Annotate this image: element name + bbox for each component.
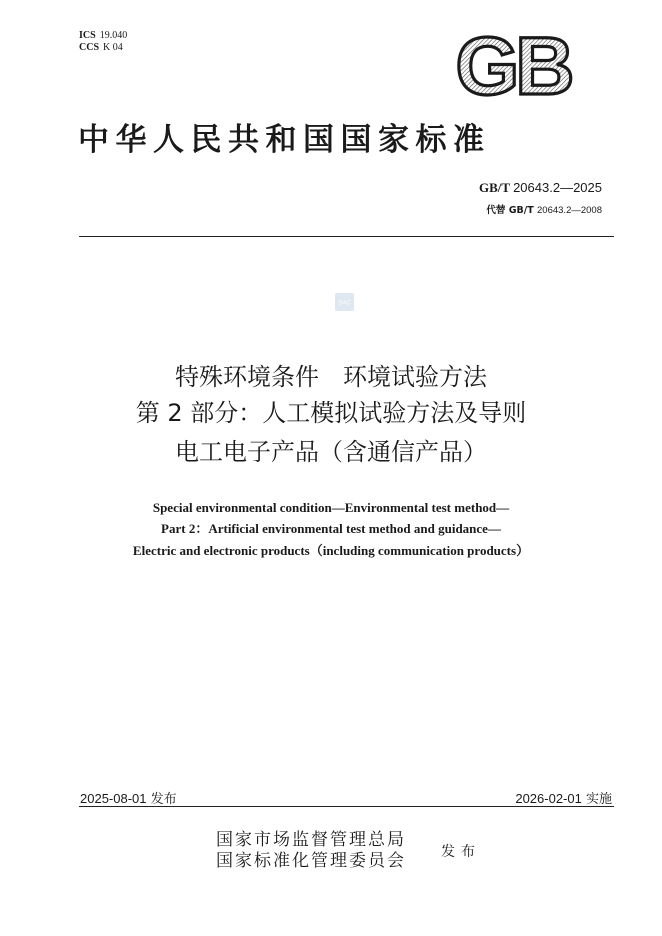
standard-number-value: 20643.2—2025 (513, 180, 602, 195)
issue-date-value: 2025-08-01 (80, 791, 147, 806)
top-divider (79, 236, 614, 237)
ics-code (79, 30, 127, 42)
issuer-samr: 国家市场监督管理总局 (216, 830, 406, 850)
standard-number (479, 180, 602, 196)
replaces-number: 20643.2—2008 (537, 205, 602, 216)
ccs-code (79, 42, 123, 54)
implement-date (515, 788, 612, 807)
bottom-divider (79, 806, 614, 807)
ccs-label: CCS (79, 42, 100, 53)
sac-watermark (335, 293, 354, 311)
issue-date-label: 发布 (150, 792, 177, 807)
gb-logo-text: GB (455, 30, 571, 102)
doc-title-cn-line-3: 电工电子产品（含通信产品） (175, 438, 487, 466)
replaces-standard (486, 202, 602, 216)
gb-logo (446, 30, 580, 102)
implement-date-value: 2026-02-01 (515, 791, 582, 806)
doc-title-cn-line-2: 第 2 部分：人工模拟试验方法及导则 (135, 399, 527, 427)
doc-title-cn-line-1: 特殊环境条件 环境试验方法 (175, 363, 487, 391)
doc-title-en-line-1: Special environmental condition—Environmental test method— (152, 500, 510, 515)
issuer-sac: 国家标准化管理委员会 (216, 851, 406, 871)
issue-date (80, 788, 177, 807)
standard-category-title: 中华人民共和国国家标准 (78, 122, 491, 158)
standard-number-prefix: GB/T (478, 180, 510, 195)
implement-date-label: 实施 (585, 792, 612, 807)
doc-title-en-line-2: Part 2：Artificial environmental test method and guidance— (161, 521, 501, 536)
replaces-prefix: 代替 GB/T (486, 205, 534, 216)
doc-title-en-line-3: Electric and electronic products（including communication products） (132, 543, 530, 558)
sac-watermark-text: SAC (338, 300, 351, 307)
ics-value: 19.040 (99, 30, 128, 41)
ccs-value: K 04 (103, 42, 123, 53)
publish-label: 发布 (441, 844, 481, 860)
ics-label: ICS (79, 30, 96, 41)
